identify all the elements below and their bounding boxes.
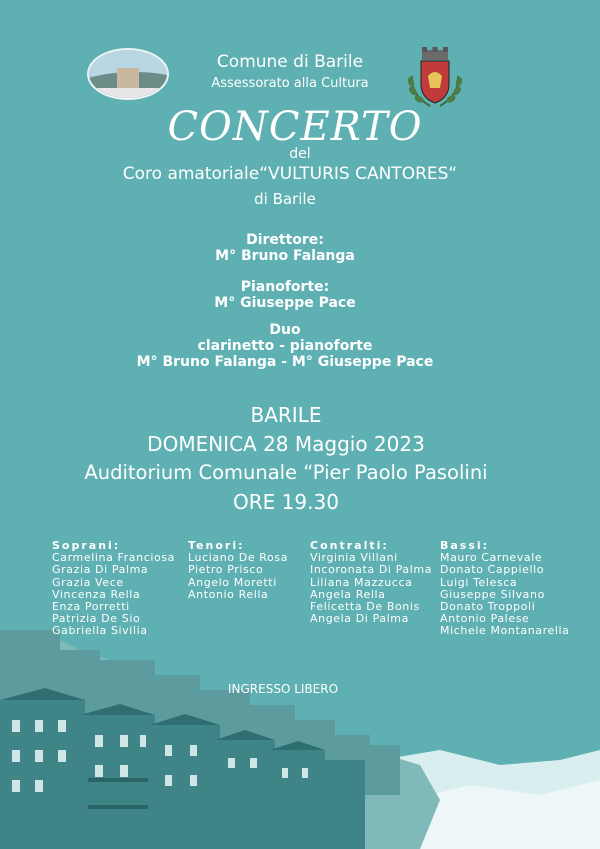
member-name: Felicetta De Bonis xyxy=(310,600,420,614)
credit-name: clarinetto - pianoforte xyxy=(197,338,373,354)
member-name: Grazia Vece xyxy=(52,575,124,589)
member-name: Antonio Palese xyxy=(440,612,530,626)
event-time: ORE 19.30 xyxy=(233,490,339,514)
member-name: Carmelina Franciosa xyxy=(52,551,176,565)
member-name: Luciano De Rosa xyxy=(188,551,289,565)
member-name: Antonio Rella xyxy=(188,587,269,601)
credit-duo xyxy=(0,322,570,370)
member-name: Patrizia De Sio xyxy=(52,612,141,626)
choir-name: Coro amatoriale“VULTURIS CANTORES“ xyxy=(122,164,458,184)
voice-section-contralti xyxy=(310,540,432,625)
voice-heading: Tenori: xyxy=(188,539,245,552)
credit-name: M° Bruno Falanga - M° Giuseppe Pace xyxy=(136,354,434,370)
member-name: Liliana Mazzucca xyxy=(310,575,413,589)
event-city: BARILE xyxy=(250,403,322,427)
voice-heading: Bassi: xyxy=(440,539,490,552)
member-name: Donato Cappiello xyxy=(440,563,545,577)
member-name: Angela Di Palma xyxy=(310,612,409,626)
member-name: Giuseppe Silvano xyxy=(440,587,545,601)
member-name: Donato Troppoli xyxy=(440,600,536,614)
member-name: Angela Rella xyxy=(310,587,386,601)
event-venue: Auditorium Comunale “Pier Paolo Pasolini xyxy=(84,461,488,484)
member-name: Mauro Carnevale xyxy=(440,551,543,565)
member-name: Gabriella Sivilia xyxy=(52,624,148,638)
member-name: Luigi Telesca xyxy=(440,575,518,589)
credit-director xyxy=(0,232,570,264)
ingresso-libero-label: INGRESSO LIBERO xyxy=(227,682,339,696)
credit-role: Direttore: xyxy=(246,232,324,248)
member-name: Vincenza Rella xyxy=(52,587,141,601)
voice-heading: Soprani: xyxy=(52,539,121,552)
credit-name: M° Giuseppe Pace xyxy=(214,295,356,311)
town-photo-emblem xyxy=(87,48,169,100)
voice-section-tenori xyxy=(188,540,288,601)
member-name: Enza Porretti xyxy=(52,600,130,614)
credit-role: Duo xyxy=(269,322,301,338)
voice-section-bassi xyxy=(440,540,570,638)
subtitle-di-barile: di Barile xyxy=(254,190,316,208)
voice-section-soprani xyxy=(52,540,175,638)
member-name: Grazia Di Palma xyxy=(52,563,149,577)
event-date: DOMENICA 28 Maggio 2023 xyxy=(147,432,425,456)
coat-of-arms-icon xyxy=(404,46,466,110)
assessorato-label: Assessorato alla Cultura xyxy=(211,76,369,91)
credit-piano xyxy=(0,279,570,311)
member-name: Angelo Moretti xyxy=(188,575,277,589)
credit-role: Pianoforte: xyxy=(240,279,330,295)
subtitle-del: del xyxy=(289,146,311,162)
concert-title: CONCERTO xyxy=(167,104,423,150)
member-name: Virginia Villani xyxy=(310,551,398,565)
member-name: Pietro Prisco xyxy=(188,563,264,577)
credit-name: M° Bruno Falanga xyxy=(215,248,355,264)
voice-heading: Contralti: xyxy=(310,539,389,552)
comune-label: Comune di Barile xyxy=(216,52,364,72)
member-name: Michele Montanarella xyxy=(440,624,570,638)
member-name: Incoronata Di Palma xyxy=(310,563,433,577)
